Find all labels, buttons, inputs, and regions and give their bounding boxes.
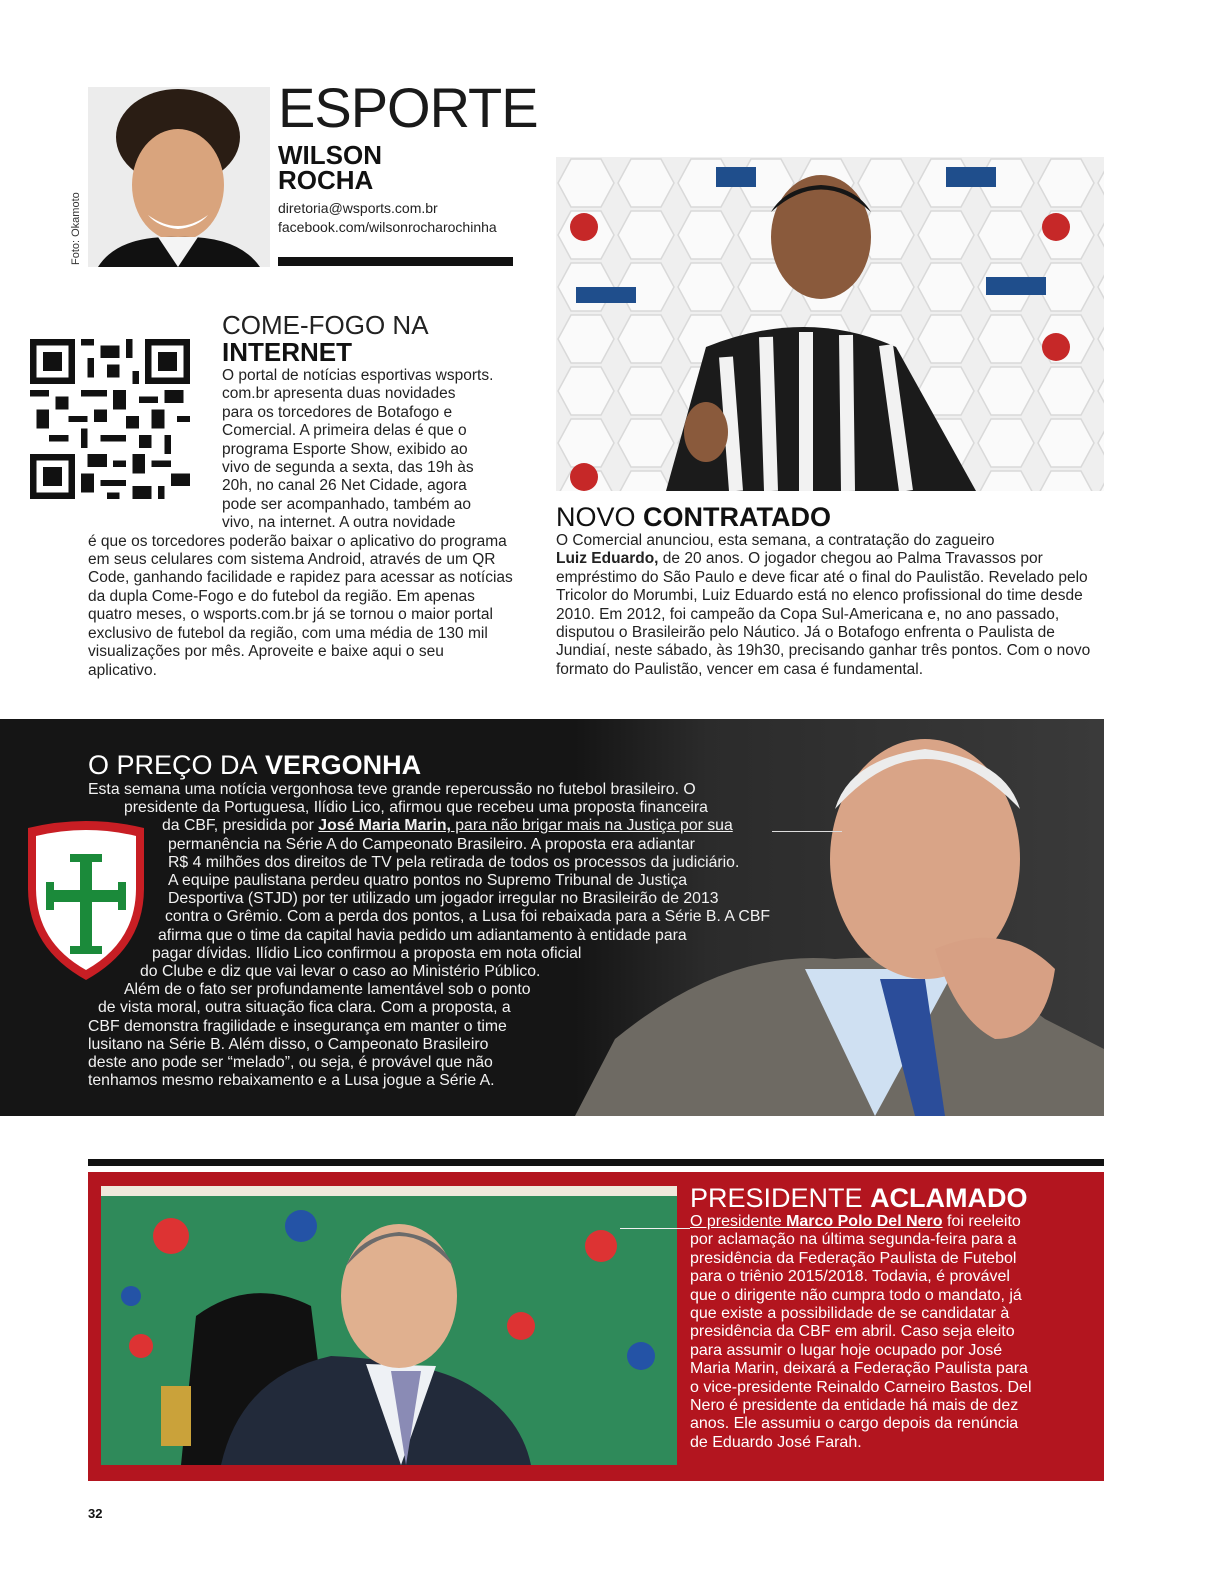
section-title: ESPORTE: [278, 76, 538, 139]
come-fogo-line: pode ser acompanhado, também ao: [222, 495, 472, 513]
presidente-text: [690, 1213, 1035, 1452]
vergonha-line3-b: para não brigar mais na Justiça por sua: [450, 817, 733, 835]
novo-contratado-title-bold: CONTRATADO: [643, 502, 832, 532]
vergonha-title-bold: VERGONHA: [265, 750, 422, 780]
author-facebook[interactable]: facebook.com/wilsonrocharochinha: [278, 219, 497, 235]
vergonha-line: contra o Grêmio. Com a perda dos pontos, a Lusa foi rebaixada para a Série B. A CBF: [165, 908, 771, 926]
novo-contratado-intro: O Comercial anunciou, esta semana, a contratação do zagueiro: [556, 532, 995, 549]
vergonha-line: Desportiva (STJD) por ter utilizado um jogador irregular no Brasileirão de 2013: [168, 890, 719, 908]
vergonha-line: R$ 4 milhões dos direitos de TV pela retirada de todos os processos da judiciário.: [168, 853, 740, 871]
come-fogo-line: com.br apresenta duas novidades: [222, 385, 456, 403]
novo-contratado-player-name: Luiz Eduardo,: [556, 550, 659, 568]
marin-name: José Maria Marin,: [318, 817, 451, 835]
del-nero-leader-line: [620, 1228, 690, 1229]
player-photo: [556, 157, 1104, 491]
presidente-text-a: O presidente: [690, 1213, 787, 1230]
novo-contratado-title-light: NOVO: [556, 502, 636, 532]
vergonha-line: lusitano na Série B. Além disso, o Campeonato Brasileiro: [88, 1035, 489, 1053]
vergonha-line: presidente da Portuguesa, Ilídio Lico, afirmou que recebeu uma proposta financeira: [124, 799, 708, 817]
author-first-name: WILSON: [278, 140, 382, 170]
vergonha-line: [88, 817, 818, 835]
vergonha-line: Esta semana uma notícia vergonhosa teve grande repercussão no futebol brasileiro. O: [88, 781, 696, 798]
vergonha-title: [88, 750, 421, 781]
vergonha-text: [88, 781, 818, 1090]
photo-credit: Foto: Okamoto: [70, 192, 82, 265]
vergonha-line: deste ano pode ser “melado”, ou seja, é provável que não: [88, 1054, 493, 1072]
presidente-title: [690, 1183, 1028, 1214]
author-name: [278, 140, 478, 195]
author-last-name: ROCHA: [278, 165, 374, 195]
come-fogo-title-bold: INTERNET: [222, 337, 352, 367]
come-fogo-line: para os torcedores de Botafogo e: [222, 403, 453, 421]
come-fogo-line: vivo de segunda a sexta, das 19h às: [222, 459, 474, 477]
presidente-title-bold: ACLAMADO: [870, 1183, 1028, 1213]
come-fogo-line: 20h, no canal 26 Net Cidade, agora: [222, 477, 467, 495]
author-contact: [278, 199, 497, 237]
come-fogo-body: é que os torcedores poderão baixar o aplicativo do programa em seus celulares com sistema Android, através de um QR Code, ganhando facilidade e rapidez para acessar as notícias da dupla Come-Fogo e do futebol da região. Em apenas quatro meses, o wsports.com.br já se tornou o maior portal exclusivo de futebol da região, com uma média de 130 mil visualizações por mês. Aproveite e baixe aqui o seu aplicativo.: [88, 532, 513, 679]
vergonha-line: do Clube e diz que vai levar o caso ao Ministério Público.: [140, 963, 541, 981]
presidente-text-b: foi reeleito por aclamação na última segunda-feira para a presidência da Federação Paulista de Futebol para o triênio 2015/2018. Todavia, é provável que o dirigente não cumpra todo o mandato, já que existe a possibilidade de se candidatar à presidência da CBF em abril. Caso seja eleito para assumir o lugar hoje ocupado por José Maria Marin, deixará a Federação Paulista para o vice-presidente Reinaldo Carneiro Bastos. Del Nero é presidente da entidade há mais de dez anos. Ele assumiu o cargo depois da renúncia de Eduardo José Farah.: [690, 1213, 1032, 1451]
vergonha-line: permanência na Série A do Campeonato Brasileiro. A proposta era adiantar: [168, 835, 695, 853]
vergonha-line3-a: da CBF, presidida por: [162, 817, 319, 835]
marin-leader-line: [772, 831, 842, 832]
vergonha-line: afirma que o time da capital havia pedido um adiantamento à entidade para: [158, 926, 687, 944]
vergonha-line: tenhamos mesmo rebaixamento e a Lusa jogue a Série A.: [88, 1072, 495, 1090]
vergonha-line: de vista moral, outra situação fica clara. Com a proposta, a: [98, 999, 511, 1017]
come-fogo-line: Comercial. A primeira delas é que o: [222, 422, 467, 440]
novo-contratado-body: de 20 anos. O jogador chegou ao Palma Travassos por empréstimo do São Paulo e deve ficar até o final do Paulistão. Revelado pelo Tricolor do Morumbi, Luiz Eduardo está no elenco profissional do time desde 2010. Em 2012, foi campeão da Copa Sul-Americana e, no ano passado, disputou o Brasileirão pelo Náutico. Já o Botafogo enfrenta o Paulista de Jundiaí, neste sábado, às 19h30, precisando ganhar três pontos. Com o novo formato do Paulistão, vencer em casa é fundamental.: [556, 550, 1091, 678]
page-number: 32: [88, 1506, 103, 1521]
come-fogo-text: [88, 367, 513, 680]
come-fogo-line: vivo, na internet. A outra novidade: [222, 514, 456, 532]
vergonha-line: A equipe paulistana perdeu quatro pontos no Supremo Tribunal de Justiça: [168, 872, 688, 890]
del-nero-name: Marco Polo Del Nero: [786, 1213, 943, 1230]
vergonha-title-light: O PREÇO DA: [88, 750, 258, 780]
del-nero-photo: [101, 1186, 677, 1465]
vergonha-line: CBF demonstra fragilidade e insegurança em manter o time: [88, 1017, 507, 1035]
header-rule: [278, 257, 513, 266]
come-fogo-line: O portal de notícias esportivas wsports.: [222, 367, 494, 384]
presidente-top-rule: [88, 1159, 1104, 1166]
author-email[interactable]: diretoria@wsports.com.br: [278, 200, 438, 216]
come-fogo-title-light: COME-FOGO NA: [222, 310, 429, 340]
author-portrait: [88, 87, 270, 267]
novo-contratado-text: [556, 532, 1104, 679]
vergonha-line: pagar dívidas. Ilídio Lico confirmou a proposta em nota oficial: [152, 944, 582, 962]
novo-contratado-title: [556, 502, 831, 533]
presidente-title-light: PRESIDENTE: [690, 1183, 863, 1213]
come-fogo-line: programa Esporte Show, exibido ao: [222, 440, 468, 458]
vergonha-line: Além de o fato ser profundamente lamentável sob o ponto: [124, 981, 531, 999]
